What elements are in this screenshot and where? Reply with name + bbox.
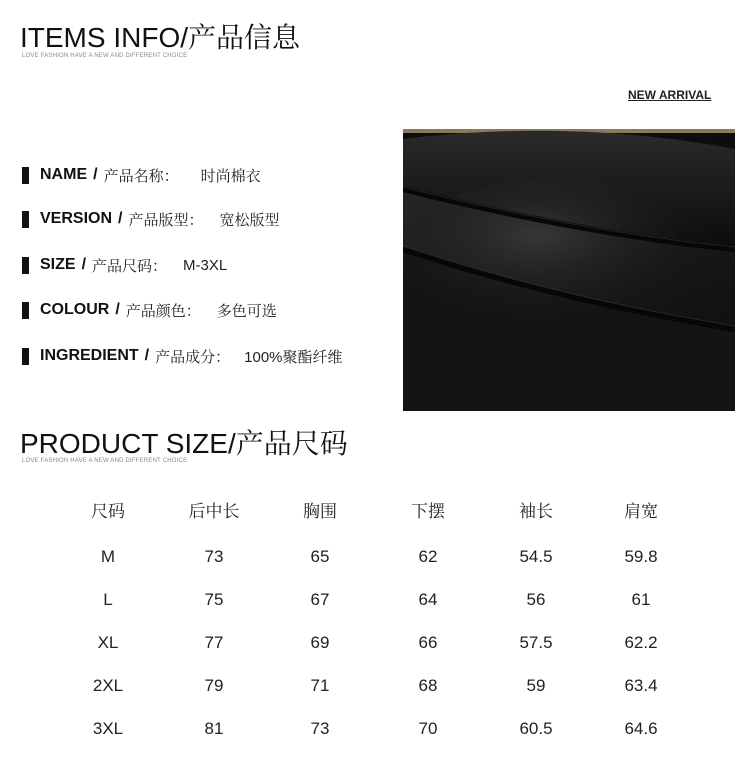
- items-info-subtitle: LOVE FASHION HAVE A NEW AND DIFFERENT CHOICE: [22, 53, 188, 59]
- table-cell: 3XL: [92, 719, 124, 738]
- table-cell: 64.6: [624, 719, 658, 738]
- table-cell: 59: [526, 676, 546, 695]
- info-row-version: [22, 209, 280, 229]
- table-cell: 73: [204, 547, 224, 566]
- info-value: 100%聚酯纤维: [244, 348, 343, 366]
- product-fabric-photo: [403, 129, 735, 411]
- bullet-bar: [22, 257, 29, 274]
- info-separator: /: [115, 301, 120, 318]
- info-separator: /: [81, 256, 87, 273]
- table-cell: 77: [204, 633, 224, 652]
- info-separator: /: [118, 210, 123, 227]
- info-separator: /: [144, 347, 150, 364]
- info-value: 多色可选: [216, 302, 277, 320]
- table-cell: XL: [97, 633, 119, 652]
- table-cell: 54.5: [519, 547, 553, 566]
- table-cell: 62.2: [624, 633, 658, 652]
- column-header: 肩宽: [624, 502, 658, 521]
- table-cell: 57.5: [519, 633, 553, 652]
- table-cell: 73: [310, 719, 330, 738]
- info-row-size: [22, 255, 227, 275]
- bullet-bar: [22, 302, 29, 319]
- table-cell: 62: [418, 547, 438, 566]
- info-separator: /: [93, 166, 98, 183]
- info-value: 宽松版型: [219, 211, 280, 229]
- table-cell: 56: [526, 590, 546, 609]
- table-cell: 66: [418, 633, 438, 652]
- info-key: NAME: [40, 166, 88, 183]
- bullet-bar: [22, 348, 29, 365]
- info-key: SIZE: [40, 256, 76, 273]
- bullet-bar: [22, 211, 29, 228]
- items-info-title: ITEMS INFO/产品信息: [20, 22, 301, 53]
- table-cell: L: [103, 590, 113, 609]
- table-cell: 64: [418, 590, 438, 609]
- info-key: INGREDIENT: [40, 347, 139, 364]
- info-label: 产品名称：: [103, 167, 179, 185]
- column-header: 下摆: [411, 502, 445, 521]
- table-cell: 70: [418, 719, 438, 738]
- table-cell: 63.4: [624, 676, 658, 695]
- info-key: COLOUR: [40, 301, 110, 318]
- info-row-name: [22, 165, 261, 185]
- info-key: VERSION: [40, 210, 113, 227]
- table-cell: 75: [204, 590, 224, 609]
- table-cell: 61: [631, 590, 651, 609]
- new-arrival-badge: NEW ARRIVAL: [628, 88, 712, 102]
- info-label: 产品成分：: [155, 348, 231, 366]
- table-cell: 79: [204, 676, 224, 695]
- column-header: 袖长: [519, 502, 553, 521]
- info-value: M-3XL: [183, 256, 228, 274]
- info-row-colour: [22, 300, 277, 320]
- product-size-title: PRODUCT SIZE/产品尺码: [20, 428, 348, 459]
- info-value: 时尚棉衣: [200, 167, 261, 185]
- info-label: 产品颜色：: [125, 302, 201, 320]
- table-cell: M: [100, 547, 116, 566]
- table-cell: 2XL: [92, 676, 124, 695]
- fabric-illustration: [403, 129, 735, 411]
- table-cell: 71: [310, 676, 330, 695]
- column-header: 尺码: [91, 502, 125, 521]
- info-row-ingredient: [22, 346, 343, 366]
- table-cell: 59.8: [624, 547, 658, 566]
- table-cell: 65: [310, 547, 330, 566]
- info-label: 产品版型：: [128, 211, 204, 229]
- table-cell: 60.5: [519, 719, 553, 738]
- table-cell: 69: [310, 633, 330, 652]
- column-header: 后中长: [188, 502, 240, 521]
- column-header: 胸围: [303, 502, 337, 521]
- table-cell: 81: [204, 719, 224, 738]
- info-label: 产品尺码：: [92, 257, 168, 275]
- table-cell: 68: [418, 676, 438, 695]
- product-size-subtitle: LOVE FASHION HAVE A NEW AND DIFFERENT CHOICE: [22, 458, 188, 464]
- bullet-bar: [22, 167, 29, 184]
- table-cell: 67: [310, 590, 330, 609]
